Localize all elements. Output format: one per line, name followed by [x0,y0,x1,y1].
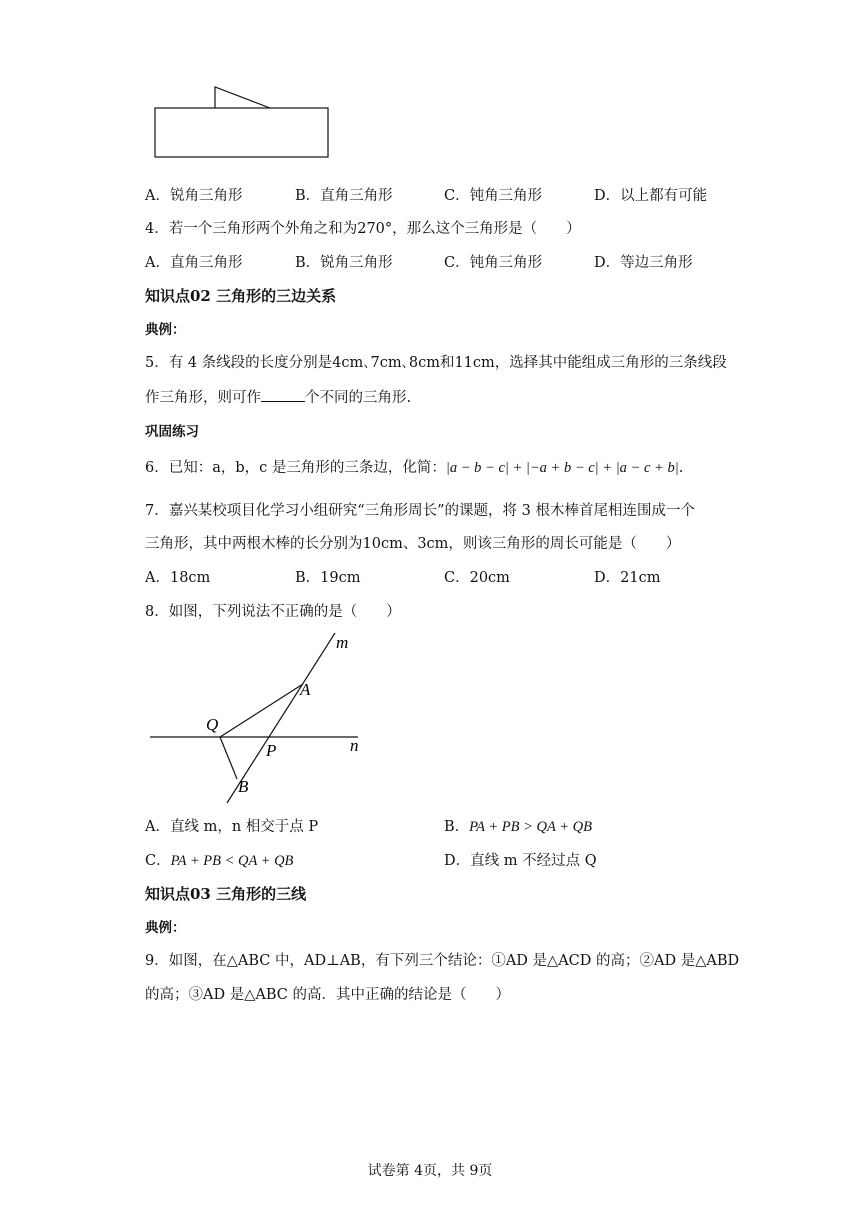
practice-label: 巩固练习 [145,424,199,440]
q4-question: 4．若一个三角形两个外角之和为270°，那么这个三角形是（ ） [145,221,581,237]
q3-figure [150,82,335,162]
q7-option-d: D．21cm [594,570,661,586]
label-n: n [350,736,359,755]
q8-option-b-prefix: B． [444,819,470,835]
q6-expression: |a − b − c| + |−a + b − c| + |a − c + b| [445,460,679,476]
section-03-title: 知识点03 三角形的三线 [145,885,307,903]
q5-line1: 5．有 4 条线段的长度分别是4cm､7cm､8cm和11cm，选择其中能组成三角形的三条线段 [145,355,727,371]
segment-qa [220,684,303,737]
q3-option-a: A．锐角三角形 [145,188,243,204]
label-p: P [266,741,277,760]
q8-option-a: A．直线 m，n 相交于点 P [145,819,319,835]
q8-option-b-expression: PA + PB > QA + QB [469,819,592,835]
q9-line1: 9．如图，在△ABC 中，AD⊥AB，有下列三个结论：①AD 是△ACD 的高；②AD 是△ABD [145,953,740,969]
label-a: A [300,680,311,699]
q5-line2-pre: 作三角形，则可作 [145,390,261,406]
q4-option-a: A．直角三角形 [145,255,243,271]
section-03-example-label: 典例： [145,920,186,936]
label-m: m [336,633,349,652]
label-b: B [238,777,249,796]
q4-option-d: D．等边三角形 [594,255,693,271]
q4-option-b: B．锐角三角形 [295,255,393,271]
q9-line2: 的高；③AD 是△ABC 的高．其中正确的结论是（ ） [145,987,510,1003]
label-q: Q [206,715,219,734]
page-footer: 试卷第 4页，共 9页 [367,1163,493,1179]
q6-post: . [678,460,684,476]
q8-option-c-prefix: C． [145,853,171,869]
q4-option-c: C．钝角三角形 [444,255,543,271]
q7-line2: 三角形，其中两根木棒的长分别为10cm、3cm，则该三角形的周长可能是（ ） [145,536,681,552]
q8-option-c [145,851,293,871]
q5-answer-blank [261,387,305,402]
q3-option-d: D．以上都有可能 [594,188,708,204]
q3-option-b: B．直角三角形 [295,188,393,204]
q8-option-b [444,817,592,837]
segment-qb [220,737,237,779]
q8-question: 8．如图，下列说法不正确的是（ ） [145,604,401,620]
q6-question [145,458,683,478]
q5-line2 [145,387,411,408]
q7-option-a: A．18cm [145,570,211,586]
q7-option-b: B．19cm [295,570,361,586]
q7-option-c: C．20cm [444,570,510,586]
q7-line1: 7．嘉兴某校项目化学习小组研究“三角形周长”的课题，将 3 根木棒首尾相连围成一个 [145,503,695,519]
section-02-example-label: 典例： [145,322,186,338]
q8-figure [140,628,380,808]
q5-line2-post: 个不同的三角形. [305,390,412,406]
q3-option-c: C．钝角三角形 [444,188,543,204]
q8-option-c-expression: PA + PB < QA + QB [170,853,294,869]
q6-pre: 6．已知：a，b，c 是三角形的三条边，化简： [145,460,446,476]
section-02-title: 知识点02 三角形的三边关系 [145,287,337,305]
q8-option-d: D．直线 m 不经过点 Q [444,853,597,869]
